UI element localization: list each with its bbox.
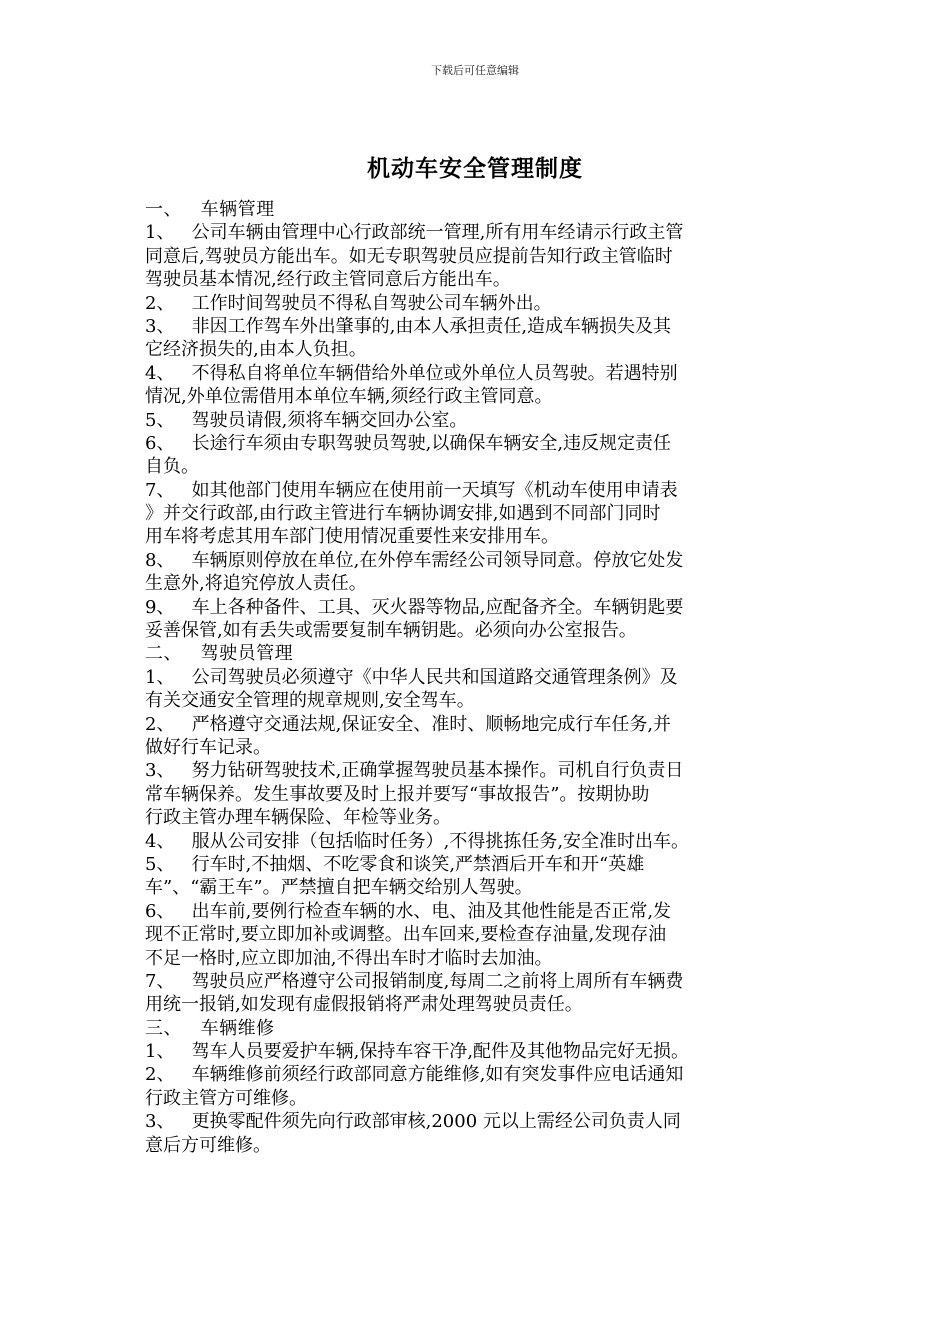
body-text-line: 车”、“霸王车”。严禁擅自把车辆交给别人驾驶。 <box>145 877 533 899</box>
body-text-line: 9、 车上各种备件、工具、灭火器等物品,应配备齐全。车辆钥匙要 <box>145 596 684 618</box>
body-text-line: 1、 驾车人员要爱护车辆,保持车容干净,配件及其他物品完好无损。 <box>145 1041 690 1063</box>
section-heading: 三、 车辆维修 <box>145 1017 275 1039</box>
section-heading: 二、 驾驶员管理 <box>145 643 294 665</box>
body-text-line: 常车辆保养。发生事故要及时上报并要写“事故报告”。按期协助 <box>145 783 650 805</box>
body-text-line: 2、 严格遵守交通法规,保证安全、准时、顺畅地完成行车任务,并 <box>145 713 672 735</box>
body-text-line: 2、 工作时间驾驶员不得私自驾驶公司车辆外出。 <box>145 292 552 314</box>
body-text-line: 1、 公司车辆由管理中心行政部统一管理,所有用车经请示行政主管 <box>145 222 684 244</box>
body-text-line: 6、 长途行车须由专职驾驶员驾驶,以确保车辆安全,违反规定责任 <box>145 432 672 454</box>
body-text-line: 3、 非因工作驾车外出肇事的,由本人承担责任,造成车辆损失及其 <box>145 315 672 337</box>
body-text-line: 有关交通安全管理的规章规则,安全驾车。 <box>145 690 475 712</box>
body-text-line: 妥善保管,如有丢失或需要复制车辆钥匙。必须向办公室报告。 <box>145 620 637 642</box>
body-text-line: 用车将考虑其用车部门使用情况重要性来安排用车。 <box>145 526 559 548</box>
body-text-line: 3、 更换零配件须先向行政部审核,2000 元以上需经公司负责人同 <box>145 1111 681 1133</box>
body-text-line: 5、 行车时,不抽烟、不吃零食和谈笑,严禁酒后开车和开“英雄 <box>145 853 645 875</box>
body-text-line: 行政主管办理车辆保险、年检等业务。 <box>145 807 451 829</box>
body-text-line: 8、 车辆原则停放在单位,在外停车需经公司领导同意。停放它处发 <box>145 549 684 571</box>
page-header-note: 下载后可任意编辑 <box>431 64 519 77</box>
document-title: 机动车安全管理制度 <box>367 155 583 182</box>
body-text-line: 现不正常时,要立即加补或调整。出车回来,要检查存油量,发现存油 <box>145 924 667 946</box>
body-text-line: 同意后,驾驶员方能出车。如无专职驾驶员应提前告知行政主管临时 <box>145 245 673 267</box>
body-text-line: 用统一报销,如发现有虚假报销将严肃处理驾驶员责任。 <box>145 994 583 1016</box>
document-body <box>145 198 810 1157</box>
body-text-line: 》并交行政部,由行政主管进行车辆协调安排,如遇到不同部门同时 <box>145 503 661 525</box>
body-text-line: 行政主管方可维修。 <box>145 1087 307 1109</box>
body-text-line: 做好行车记录。 <box>145 736 271 758</box>
body-text-line: 情况,外单位需借用本单位车辆,须经行政主管同意。 <box>145 386 553 408</box>
section-heading: 一、 车辆管理 <box>145 199 275 220</box>
body-text-line: 5、 驾驶员请假,须将车辆交回办公室。 <box>145 409 468 431</box>
body-text-line: 生意外,将追究停放人责任。 <box>145 573 367 595</box>
body-text-line: 7、 如其他部门使用车辆应在使用前一天填写《机动车使用申请表 <box>145 479 678 501</box>
body-text-line: 驾驶员基本情况,经行政主管同意后方能出车。 <box>145 269 511 291</box>
body-text-line: 4、 不得私自将单位车辆借给外单位或外单位人员驾驶。若遇特别 <box>145 362 678 384</box>
body-text-line: 它经济损失的,由本人负担。 <box>145 339 367 361</box>
body-text-line: 4、 服从公司安排（包括临时任务）,不得挑拣任务,安全准时出车。 <box>145 830 690 852</box>
body-text-line: 不足一格时,应立即加油,不得出车时才临时去加油。 <box>145 947 553 969</box>
body-text-line: 7、 驾驶员应严格遵守公司报销制度,每周二之前将上周所有车辆费 <box>145 970 684 992</box>
body-text-line: 2、 车辆维修前须经行政部同意方能维修,如有突发事件应电话通知 <box>145 1064 684 1086</box>
body-text-line: 6、 出车前,要例行检查车辆的水、电、油及其他性能是否正常,发 <box>145 900 672 922</box>
body-text-line: 1、 公司驾驶员必须遵守《中华人民共和国道路交通管理条例》及 <box>145 666 678 688</box>
body-text-line: 意后方可维修。 <box>145 1134 271 1156</box>
body-text-line: 自负。 <box>145 456 199 478</box>
body-text-line: 3、 努力钻研驾驶技术,正确掌握驾驶员基本操作。司机自行负责日 <box>145 760 684 782</box>
